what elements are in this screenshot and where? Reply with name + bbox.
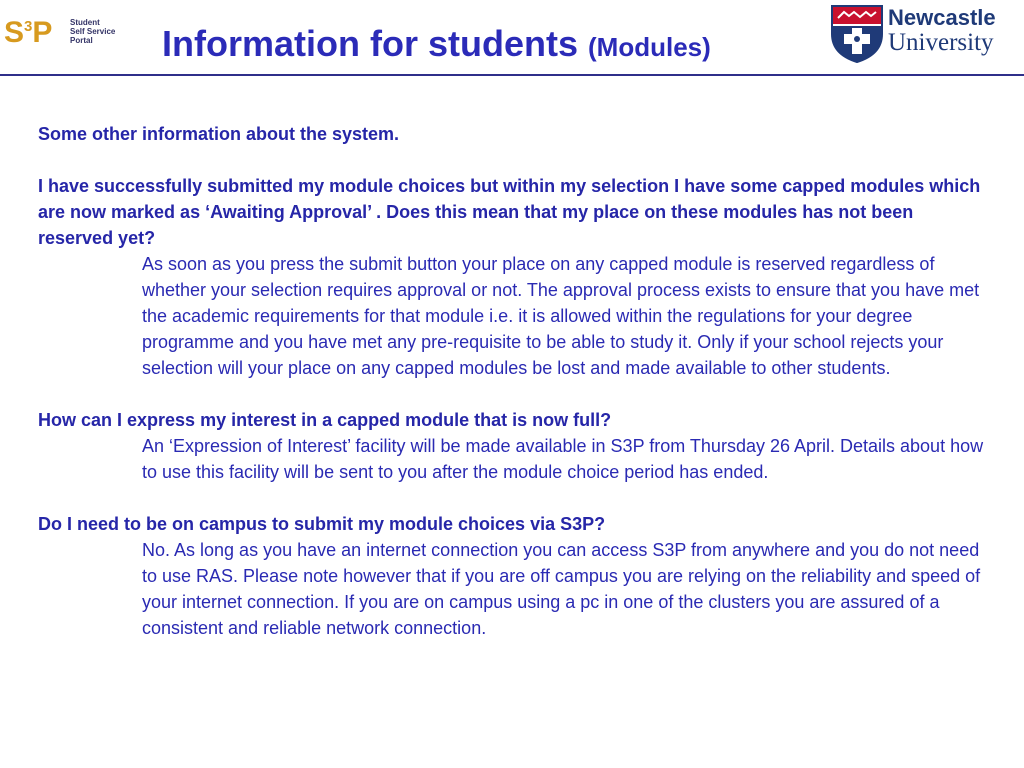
- faq-content: [38, 121, 988, 641]
- s3p-mark-sup: 3: [24, 18, 33, 35]
- s3p-logo: [4, 8, 134, 58]
- page-title-main: Information for students: [162, 23, 578, 64]
- s3p-line-3: Portal: [70, 36, 93, 45]
- university-wordmark-line2: University: [888, 29, 994, 56]
- faq-question: Do I need to be on campus to submit my module choices via S3P?: [38, 514, 606, 534]
- header-divider: [0, 74, 1024, 76]
- s3p-logo-mark: [4, 18, 52, 48]
- faq-answer: No. As long as you have an internet connection you can access S3P from anywhere and you do not need to use RAS. Please note however that if you are off campus you are relying on the reliability and speed of your internet connection. If you are on campus using a pc in one of the clusters you are assured of a consistent and reliable network connection.: [142, 540, 981, 638]
- s3p-mark-p: P: [32, 16, 53, 49]
- page-title-sub: (Modules): [588, 32, 711, 62]
- page-title: [162, 22, 711, 69]
- spacer: [38, 381, 988, 407]
- newcastle-university-logo: [828, 2, 1024, 68]
- faq-question: How can I express my interest in a capped module that is now full?: [38, 410, 612, 430]
- slide-header: [0, 0, 1024, 78]
- university-wordmark-line1: Newcastle: [888, 5, 996, 30]
- university-wordmark: [888, 6, 996, 56]
- s3p-line-2: Self Service: [70, 27, 116, 36]
- s3p-mark-s: S: [4, 16, 25, 49]
- intro-text: Some other information about the system.: [38, 124, 400, 144]
- s3p-logo-text: [70, 18, 115, 45]
- s3p-line-1: Student: [70, 18, 100, 27]
- faq-answer: An ‘Expression of Interest’ facility will be made available in S3P from Thursday 26 April. Details about how to use this facility will be sent to you after the module choice period has ended.: [142, 436, 984, 482]
- spacer: [38, 485, 988, 511]
- faq-answer: As soon as you press the submit button your place on any capped module is reserved regardless of whether your selection requires approval or not. The approval process exists to ensure that you have met the academic requirements for that module i.e. it is allowed within the regulations for your degree programme and you have met any pre-requisite to be able to study it. Only if your school rejects your selection will your place on any capped modules be lost and made available to other students.: [142, 254, 980, 378]
- university-crest-icon: [830, 4, 884, 64]
- faq-question: I have successfully submitted my module choices but within my selection I have some capped modules which are now marked as ‘Awaiting Approval’ . Does this mean that my place on these modules has not been reserved yet?: [38, 176, 981, 248]
- spacer: [38, 147, 988, 173]
